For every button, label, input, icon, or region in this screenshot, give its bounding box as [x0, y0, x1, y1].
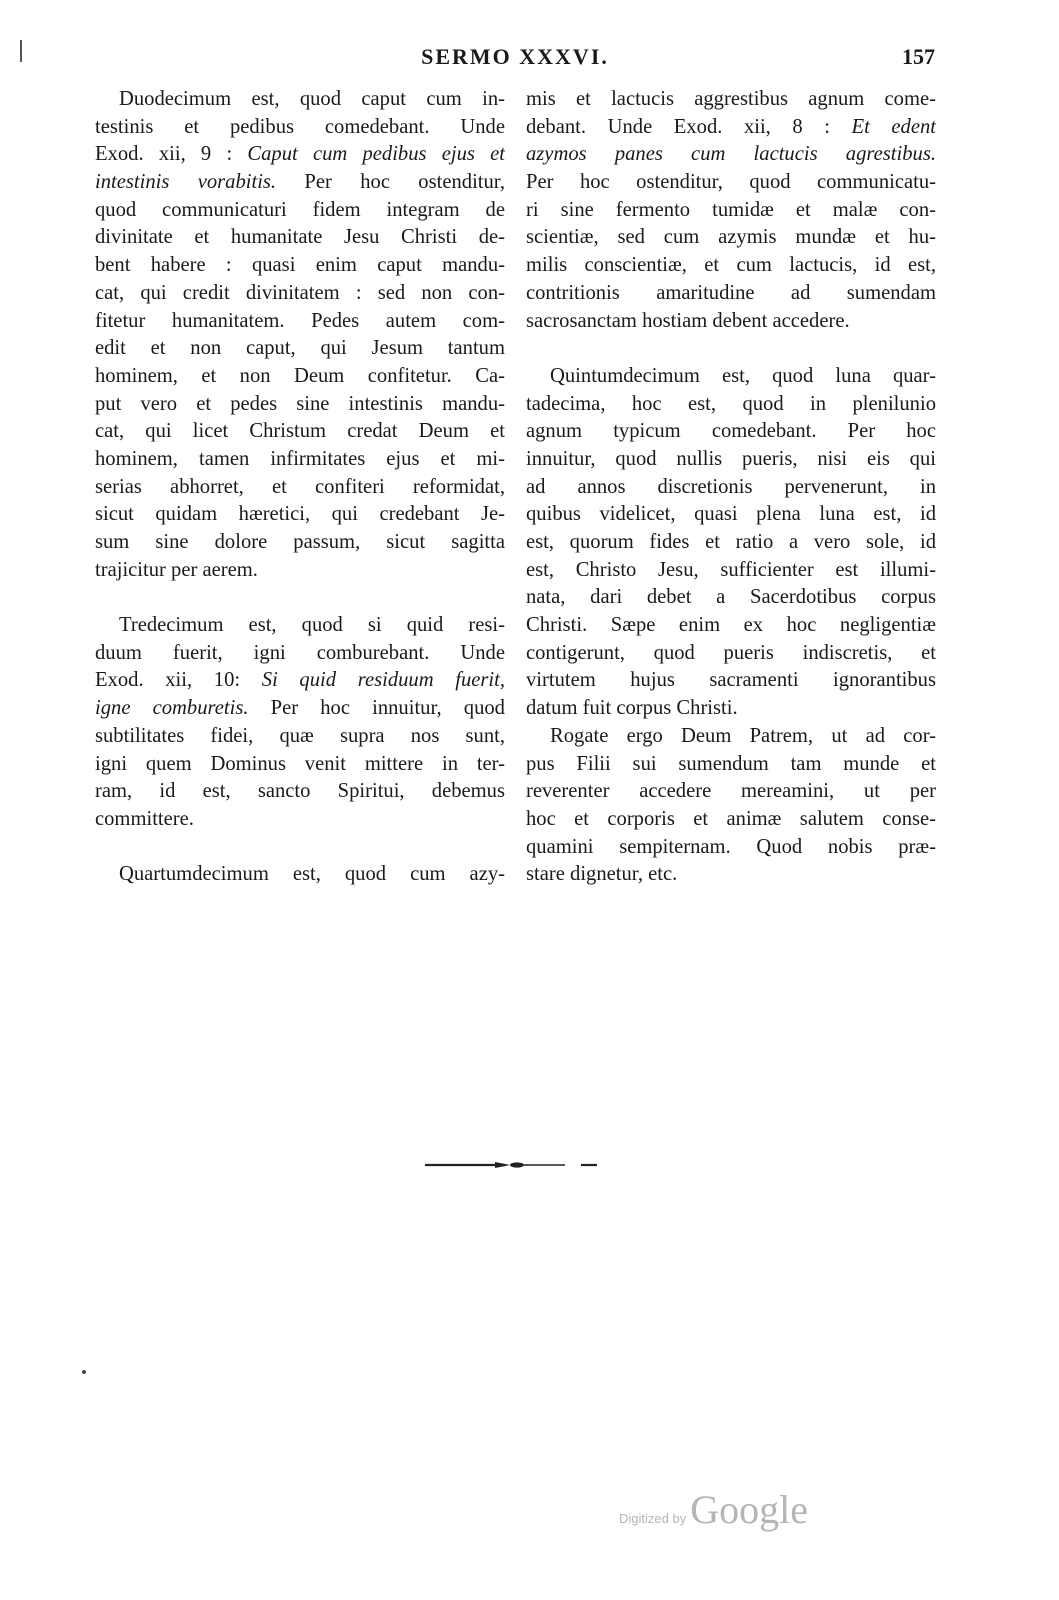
text-line: serias abhorret, et confiteri reformidat,	[95, 475, 505, 498]
text-line: cat, qui credit divinitatem : sed non con-	[95, 281, 505, 304]
right-column	[526, 86, 936, 889]
text-line: igni quem Dominus venit mittere in ter-	[95, 752, 505, 775]
text-line: intestinis vorabitis. Per hoc ostenditur,	[95, 171, 505, 194]
text-line: Duodecimum est, quod caput cum in-	[119, 88, 505, 110]
text-line: quibus videlicet, quasi plena luna est, id	[526, 503, 936, 526]
text-line: contritionis amaritudine ad sumendam	[526, 281, 936, 304]
text-line: contigerunt, quod pueris indiscretis, et	[526, 641, 936, 664]
text-line: bent habere : quasi enim caput mandu-	[95, 254, 505, 277]
text-line: innuitur, quod nullis pueris, nisi eis qui	[526, 447, 936, 470]
digitization-watermark	[619, 1486, 808, 1533]
page-number: 157	[902, 44, 935, 69]
text-line: scientiæ, sed cum azymis mundæ et hu-	[526, 226, 936, 249]
text-line: quamini sempiternam. Quod nobis præ-	[526, 835, 936, 858]
text-line: ad annos discretionis pervenerunt, in	[526, 475, 936, 498]
text-line: duum fuerit, igni comburebant. Unde	[95, 641, 505, 664]
text-line: Per hoc ostenditur, quod communicatu-	[526, 171, 936, 194]
text-line: ram, id est, sancto Spiritui, debemus	[95, 780, 505, 803]
text-line: hominem, tamen infirmitates ejus et mi-	[95, 447, 505, 470]
text-line: Exod. xii, 10: Si quid residuum fuerit,	[95, 669, 505, 692]
text-line: stare dignetur, etc.	[526, 863, 678, 886]
running-title: SERMO XXXVI.	[421, 44, 609, 69]
text-line: est, quorum fides et ratio a vero sole, id	[526, 531, 936, 553]
text-line: nata, dari debet a Sacerdotibus corpus	[526, 586, 936, 609]
section-end-ornament	[425, 1161, 600, 1169]
paragraph-gap	[526, 335, 936, 363]
text-line: put vero et pedes sine intestinis mandu-	[95, 392, 505, 415]
text-line: debant. Unde Exod. xii, 8 : Et edent	[526, 115, 936, 138]
paragraph-gap	[95, 834, 505, 862]
text-line: Rogate ergo Deum Patrem, ut ad cor-	[550, 724, 936, 747]
page-edge-mark	[20, 40, 22, 62]
text-line: committere.	[95, 807, 194, 830]
text-line: azymos panes cum lactucis agrestibus.	[526, 143, 936, 166]
text-line: sum sine dolore passum, sicut sagitta	[95, 531, 505, 553]
text-line: reverenter accedere mereamini, ut per	[526, 780, 936, 803]
text-line: sacrosanctam hostiam debent accedere.	[526, 309, 850, 332]
text-line: Quintumdecimum est, quod luna quar-	[550, 364, 936, 387]
ink-speck	[82, 1370, 86, 1374]
text-line: Tredecimum est, quod si quid resi-	[119, 614, 505, 637]
text-line: testinis et pedibus comedebant. Unde	[95, 115, 505, 138]
text-line: Exod. xii, 9 : Caput cum pedibus ejus et	[95, 143, 505, 166]
text-line: edit et non caput, qui Jesum tantum	[95, 337, 505, 360]
text-line: mis et lactucis aggrestibus agnum come-	[526, 88, 936, 110]
text-line: datum fuit corpus Christi.	[526, 697, 738, 720]
watermark-logo: Google	[690, 1487, 808, 1532]
text-line: cat, qui licet Christum credat Deum et	[95, 420, 505, 443]
text-line: quod communicaturi fidem integram de	[95, 198, 505, 221]
left-column	[95, 86, 505, 889]
text-line: hoc et corporis et animæ salutem conse-	[526, 807, 936, 830]
text-line: Christi. Sæpe enim ex hoc negligentiæ	[526, 614, 936, 637]
text-line: trajicitur per aerem.	[95, 558, 258, 581]
text-line: virtutem hujus sacramenti ignorantibus	[526, 669, 936, 692]
text-line: divinitate et humanitate Jesu Christi de-	[95, 226, 505, 249]
text-line: Quartumdecimum est, quod cum azy-	[119, 863, 505, 886]
text-line: tadecima, hoc est, quod in plenilunio	[526, 392, 936, 415]
text-line: subtilitates fidei, quæ supra nos sunt,	[95, 724, 505, 747]
page-header	[95, 44, 935, 78]
text-line: sicut quidam hæretici, qui credebant Je-	[95, 503, 505, 526]
text-line: hominem, et non Deum confitetur. Ca-	[95, 364, 505, 387]
text-line: est, Christo Jesu, sufficienter est illumi-	[526, 558, 936, 581]
text-line: fitetur humanitatem. Pedes autem com-	[95, 309, 505, 332]
text-line: agnum typicum comedebant. Per hoc	[526, 420, 936, 443]
paragraph-gap	[95, 584, 505, 612]
text-line: milis conscientiæ, et cum lactucis, id est,	[526, 254, 936, 277]
watermark-prefix: Digitized by	[619, 1511, 687, 1526]
text-line: pus Filii sui sumendum tam munde et	[526, 752, 936, 775]
text-line: ri sine fermento tumidæ et malæ con-	[526, 198, 936, 221]
text-line: igne comburetis. Per hoc innuitur, quod	[95, 697, 505, 720]
